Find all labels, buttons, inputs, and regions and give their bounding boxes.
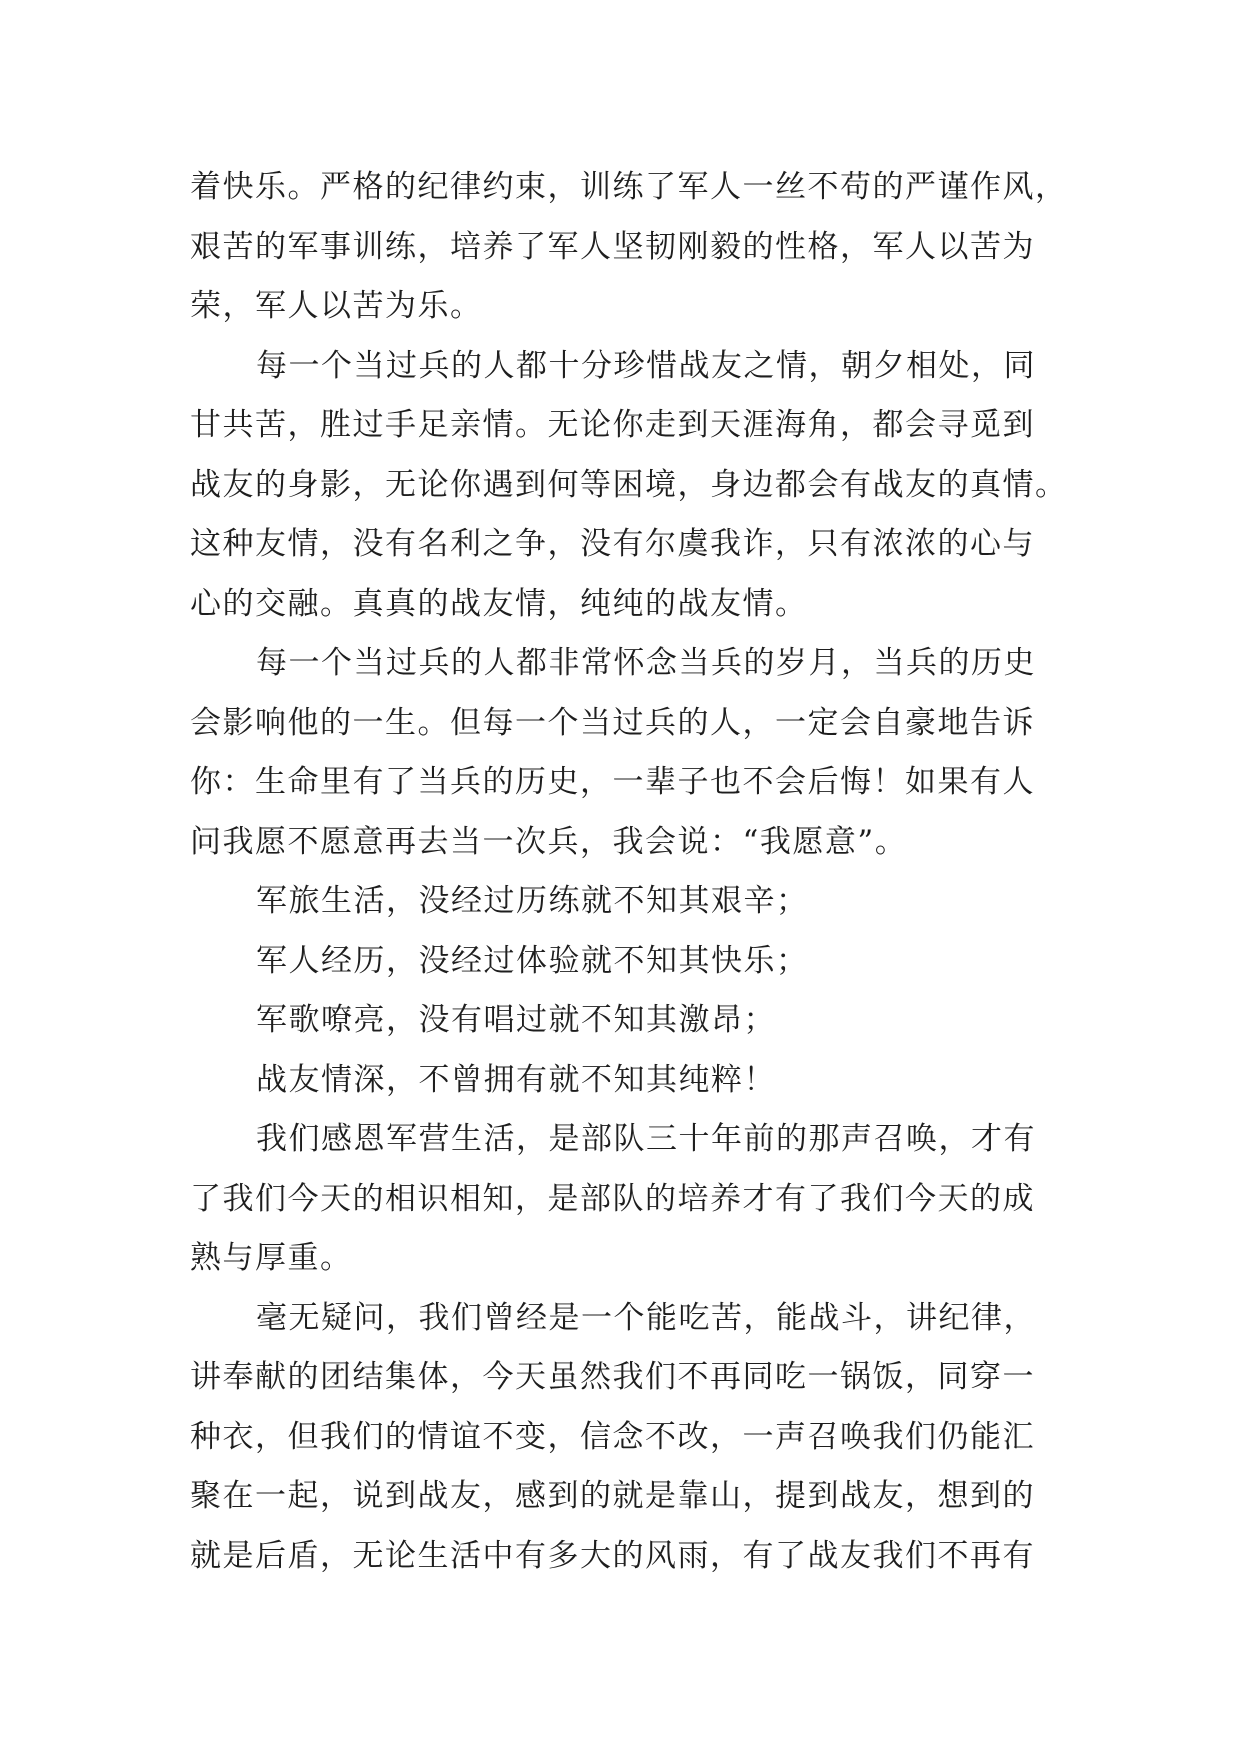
body-text <box>190 158 1070 1586</box>
text-line: 种衣，但我们的情谊不变，信念不改，一声召唤我们仍能汇 <box>190 1418 1035 1455</box>
text-line: 聚在一起，说到战友，感到的就是靠山，提到战友，想到的 <box>190 1478 1035 1514</box>
text-line: 军歌嘹亮，没有唱过就不知其激昂； <box>256 1002 776 1038</box>
text-line: 艰苦的军事训练，培养了军人坚韧刚毅的性格，军人以苦为 <box>190 228 1035 265</box>
text-line: 甘共苦，胜过手足亲情。无论你走到天涯海角，都会寻觅到 <box>190 407 1035 443</box>
text-line: 就是后盾，无论生活中有多大的风雨，有了战友我们不再有 <box>190 1537 1035 1574</box>
text-line: 讲奉献的团结集体，今天虽然我们不再同吃一锅饭，同穿一 <box>190 1359 1035 1395</box>
text-line: 荣，军人以苦为乐。 <box>190 288 483 324</box>
text-line: 战友的身影，无论你遇到何等困境，身边都会有战友的真情。 <box>190 466 1068 503</box>
text-line: 了我们今天的相识相知，是部队的培养才有了我们今天的成 <box>190 1180 1035 1217</box>
text-line: 军人经历，没经过体验就不知其快乐； <box>256 942 809 979</box>
text-line: 战友情深，不曾拥有就不知其纯粹！ <box>256 1061 776 1098</box>
text-line: 问我愿不愿意再去当一次兵，我会说：“我愿意”。 <box>190 823 908 860</box>
text-line: 每一个当过兵的人都十分珍惜战友之情，朝夕相处，同 <box>256 347 1036 384</box>
text-line: 军旅生活，没经过历练就不知其艰辛； <box>256 883 809 919</box>
text-line: 熟与厚重。 <box>190 1240 353 1276</box>
text-line: 着快乐。严格的纪律约束，训练了军人一丝不苟的严谨作风， <box>190 169 1068 205</box>
text-line: 我们感恩军营生活，是部队三十年前的那声召唤，才有 <box>256 1121 1036 1157</box>
text-line: 会影响他的一生。但每一个当过兵的人，一定会自豪地告诉 <box>190 704 1035 741</box>
text-line: 这种友情，没有名利之争，没有尔虞我诈，只有浓浓的心与 <box>190 526 1035 562</box>
text-line: 你：生命里有了当兵的历史，一辈子也不会后悔！如果有人 <box>190 764 1035 800</box>
text-line: 每一个当过兵的人都非常怀念当兵的岁月，当兵的历史 <box>256 645 1036 681</box>
text-line: 心的交融。真真的战友情，纯纯的战友情。 <box>190 585 808 622</box>
text-line: 毫无疑问，我们曾经是一个能吃苦，能战斗，讲纪律， <box>256 1299 1036 1336</box>
